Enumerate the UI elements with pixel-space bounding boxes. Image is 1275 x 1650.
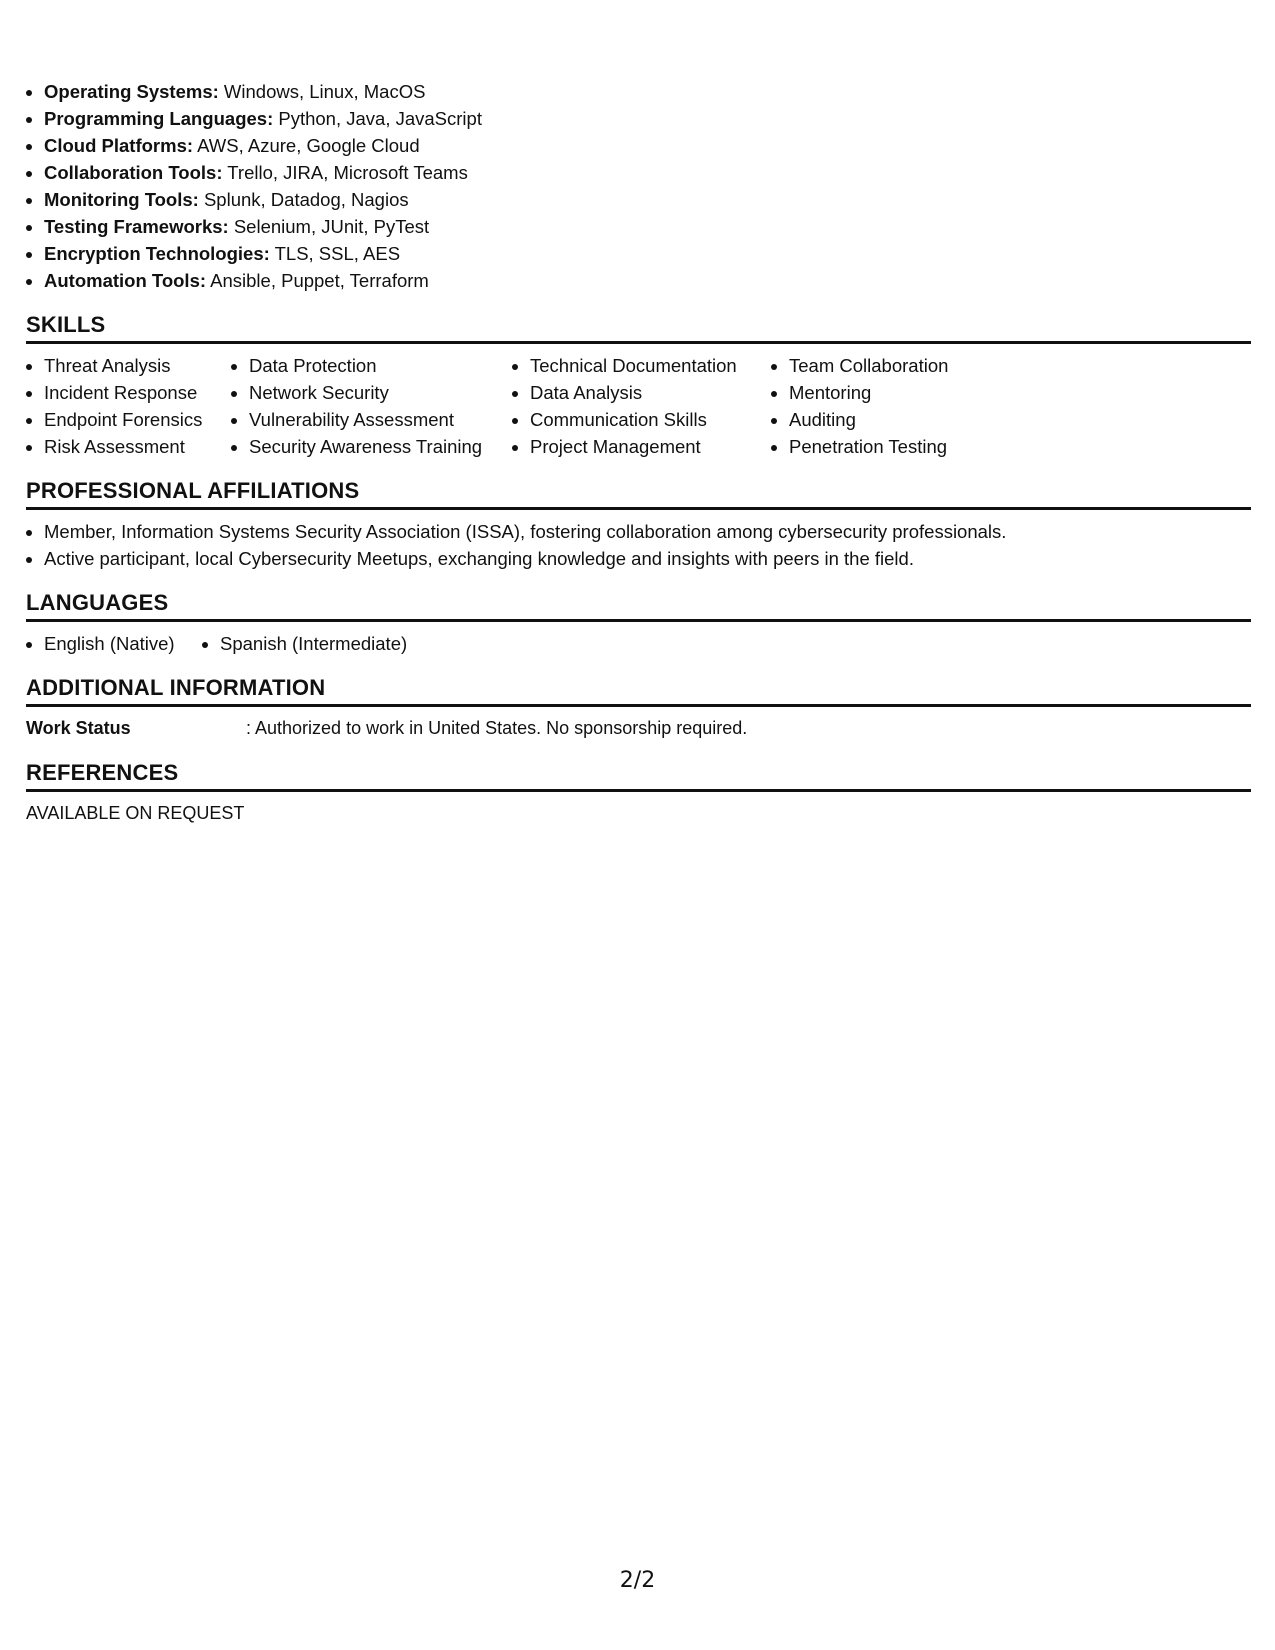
skill-item: • Project Management xyxy=(530,433,771,460)
skills-column xyxy=(231,352,512,460)
skill-item: • Technical Documentation xyxy=(530,352,771,379)
skills-column xyxy=(512,352,771,460)
skills-column xyxy=(771,352,1029,460)
skill-item: • Endpoint Forensics xyxy=(44,406,231,433)
languages-section xyxy=(26,590,1251,657)
section-title-skills: SKILLS xyxy=(26,312,1251,344)
item-label: Automation Tools: xyxy=(44,270,207,291)
item-value: AWS, Azure, Google Cloud xyxy=(193,135,420,156)
skill-item: • Communication Skills xyxy=(530,406,771,433)
skill-item: • Incident Response xyxy=(44,379,231,406)
list-item xyxy=(44,159,1251,186)
references-text: AVAILABLE ON REQUEST xyxy=(26,803,245,823)
skill-item: • Vulnerability Assessment xyxy=(249,406,512,433)
item-value: Splunk, Datadog, Nagios xyxy=(198,189,409,210)
affiliation-item: • Member, Information Systems Security Association (ISSA), fostering collaboration among cybersecurity professionals. xyxy=(44,518,1251,545)
work-status-value: : Authorized to work in United States. No sponsorship required. xyxy=(246,718,748,738)
section-title-references: REFERENCES xyxy=(26,760,1251,792)
list-item xyxy=(44,267,1251,294)
skill-item: • Auditing xyxy=(789,406,1029,433)
skills-grid xyxy=(26,352,1251,460)
item-value: Ansible, Puppet, Terraform xyxy=(206,270,429,291)
skill-item: • Penetration Testing xyxy=(789,433,1029,460)
languages-column xyxy=(202,630,407,657)
skills-column xyxy=(26,352,231,460)
language-item: • Spanish (Intermediate) xyxy=(220,630,407,657)
skill-item: • Data Analysis xyxy=(530,379,771,406)
affiliations-section xyxy=(26,478,1251,572)
item-value: Selenium, JUnit, PyTest xyxy=(228,216,430,237)
resume-page xyxy=(26,78,1251,827)
affiliation-item: • Active participant, local Cybersecurity Meetups, exchanging knowledge and insights with peers in the field. xyxy=(44,545,1251,572)
skills-section xyxy=(26,312,1251,460)
list-item xyxy=(44,213,1251,240)
list-item xyxy=(44,105,1251,132)
list-item xyxy=(44,186,1251,213)
references-section xyxy=(26,760,1251,827)
languages-row xyxy=(26,630,1251,657)
item-label: Cloud Platforms: xyxy=(44,135,194,156)
language-item: • English (Native) xyxy=(44,630,202,657)
item-label: Collaboration Tools: xyxy=(44,162,223,183)
skill-item: • Threat Analysis xyxy=(44,352,231,379)
list-item xyxy=(44,240,1251,267)
skill-item: • Network Security xyxy=(249,379,512,406)
item-value: Python, Java, JavaScript xyxy=(273,108,482,129)
skill-item: • Mentoring xyxy=(789,379,1029,406)
languages-column xyxy=(26,630,202,657)
list-item xyxy=(44,132,1251,159)
item-value: Trello, JIRA, Microsoft Teams xyxy=(222,162,468,183)
list-item xyxy=(44,78,1251,105)
work-status-label: Work Status xyxy=(26,718,131,738)
section-title-affiliations: PROFESSIONAL AFFILIATIONS xyxy=(26,478,1251,510)
item-label: Testing Frameworks: xyxy=(44,216,229,237)
skill-item: • Risk Assessment xyxy=(44,433,231,460)
section-title-languages: LANGUAGES xyxy=(26,590,1251,622)
item-label: Programming Languages: xyxy=(44,108,274,129)
item-label: Operating Systems: xyxy=(44,81,219,102)
work-status-row xyxy=(26,715,1251,742)
item-label: Monitoring Tools: xyxy=(44,189,199,210)
skill-item: • Data Protection xyxy=(249,352,512,379)
section-title-additional: ADDITIONAL INFORMATION xyxy=(26,675,1251,707)
additional-info-section xyxy=(26,675,1251,742)
item-value: TLS, SSL, AES xyxy=(269,243,401,264)
item-value: Windows, Linux, MacOS xyxy=(218,81,426,102)
item-label: Encryption Technologies: xyxy=(44,243,270,264)
skill-item: • Team Collaboration xyxy=(789,352,1029,379)
technical-skills-list xyxy=(26,78,1251,294)
page-number: 2/2 xyxy=(619,1568,656,1593)
affiliations-list xyxy=(26,518,1251,572)
skill-item: • Security Awareness Training xyxy=(249,433,512,460)
